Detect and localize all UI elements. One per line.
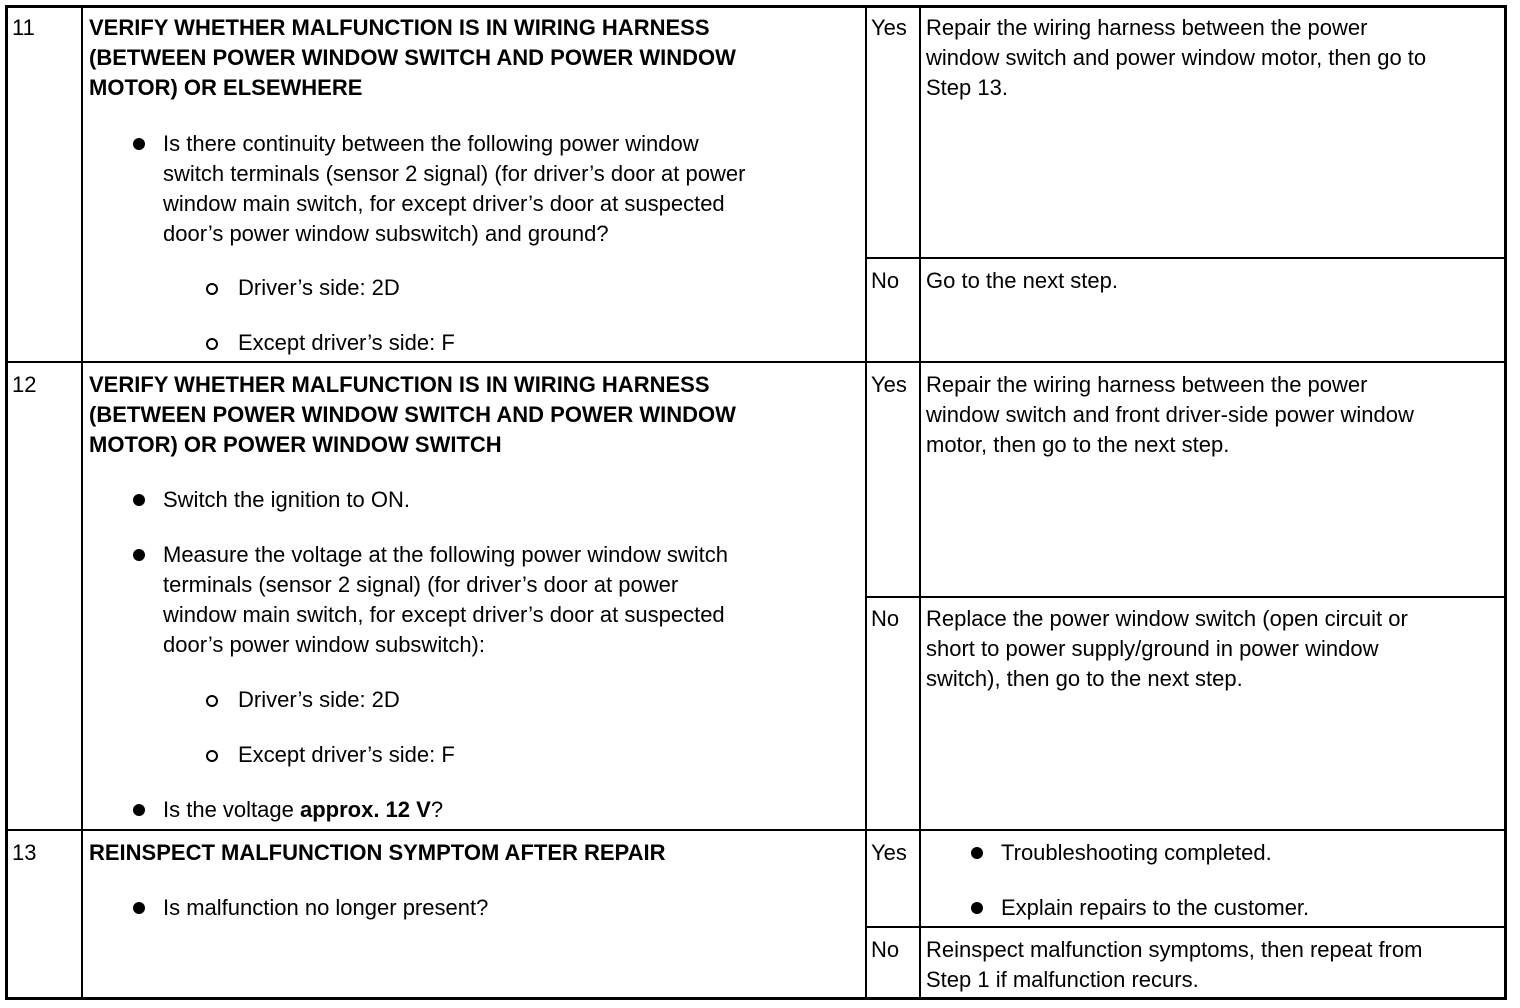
circle-bullet-icon	[206, 750, 218, 762]
yes-action: Step 13.	[926, 75, 1008, 100]
bullet-icon	[133, 902, 145, 914]
check-text: window main switch, for except driver’s door at suspected	[163, 602, 725, 627]
check-text: door’s power window subswitch):	[163, 632, 485, 657]
bullet-icon	[133, 138, 145, 150]
step-title: (BETWEEN POWER WINDOW SWITCH AND POWER WINDOW	[89, 45, 736, 70]
no-action: short to power supply/ground in power window	[926, 636, 1379, 661]
yes-label: Yes	[871, 15, 907, 40]
row-divider	[5, 829, 1507, 831]
bullet-icon	[133, 549, 145, 561]
no-label: No	[871, 937, 900, 962]
bullet-icon	[971, 847, 983, 859]
column-divider	[81, 5, 83, 1000]
no-action: Reinspect malfunction symptoms, then repeat from	[926, 937, 1423, 962]
check-text-value: approx. 12 V	[299, 797, 431, 822]
no-label: No	[871, 268, 900, 293]
yes-no-divider	[865, 257, 1506, 259]
step-title: REINSPECT MALFUNCTION SYMPTOM AFTER REPAIR	[89, 840, 666, 865]
check-text: Switch the ignition to ON.	[163, 487, 411, 512]
step-number: 12	[12, 372, 37, 397]
column-divider	[919, 5, 921, 1000]
yes-action: window switch and front driver-side power window	[926, 402, 1414, 427]
check-text: terminals (sensor 2 signal) (for driver’s door at power	[163, 572, 679, 597]
step-title: MOTOR) OR POWER WINDOW SWITCH	[89, 432, 502, 457]
sub-item: Except driver’s side: F	[238, 742, 455, 767]
step-number: 11	[12, 15, 35, 40]
yes-label: Yes	[871, 372, 907, 397]
step-number: 13	[12, 840, 37, 865]
check-text: Is malfunction no longer present?	[163, 895, 489, 920]
yes-action: Repair the wiring harness between the power	[926, 372, 1368, 397]
yes-action: motor, then go to the next step.	[926, 432, 1230, 457]
no-action: Step 1 if malfunction recurs.	[926, 967, 1199, 992]
step-title: (BETWEEN POWER WINDOW SWITCH AND POWER WINDOW	[89, 402, 736, 427]
no-action: Go to the next step.	[926, 268, 1119, 293]
check-text: door’s power window subswitch) and ground?	[163, 221, 609, 246]
yes-action: Troubleshooting completed.	[1001, 840, 1272, 865]
yes-label: Yes	[871, 840, 907, 865]
sub-item: Except driver’s side: F	[238, 330, 455, 355]
yes-action: Repair the wiring harness between the power	[926, 15, 1368, 40]
check-text: Is there continuity between the following power window	[163, 131, 699, 156]
check-text: Measure the voltage at the following power window switch	[163, 542, 728, 567]
circle-bullet-icon	[206, 283, 218, 295]
bullet-icon	[133, 804, 145, 816]
column-divider	[865, 5, 867, 1000]
no-action: Replace the power window switch (open circuit or	[926, 606, 1408, 631]
step-title: MOTOR) OR ELSEWHERE	[89, 75, 363, 100]
check-text	[163, 795, 443, 825]
yes-no-divider	[865, 926, 1506, 928]
row-divider	[5, 361, 1507, 363]
no-action: switch), then go to the next step.	[926, 666, 1243, 691]
yes-action: window switch and power window motor, then go to	[926, 45, 1427, 70]
step-title: VERIFY WHETHER MALFUNCTION IS IN WIRING HARNESS	[89, 15, 710, 40]
circle-bullet-icon	[206, 338, 218, 350]
step-title: VERIFY WHETHER MALFUNCTION IS IN WIRING HARNESS	[89, 372, 710, 397]
yes-action: Explain repairs to the customer.	[1001, 895, 1310, 920]
circle-bullet-icon	[206, 695, 218, 707]
sub-item: Driver’s side: 2D	[238, 687, 400, 712]
check-text-suffix: ?	[430, 797, 444, 822]
no-label: No	[871, 606, 900, 631]
sub-item: Driver’s side: 2D	[238, 275, 400, 300]
yes-no-divider	[865, 596, 1506, 598]
check-text: switch terminals (sensor 2 signal) (for driver’s door at power	[163, 161, 746, 186]
check-text-prefix: Is the voltage	[163, 797, 300, 822]
bullet-icon	[133, 494, 145, 506]
bullet-icon	[971, 902, 983, 914]
check-text: window main switch, for except driver’s door at suspected	[163, 191, 725, 216]
